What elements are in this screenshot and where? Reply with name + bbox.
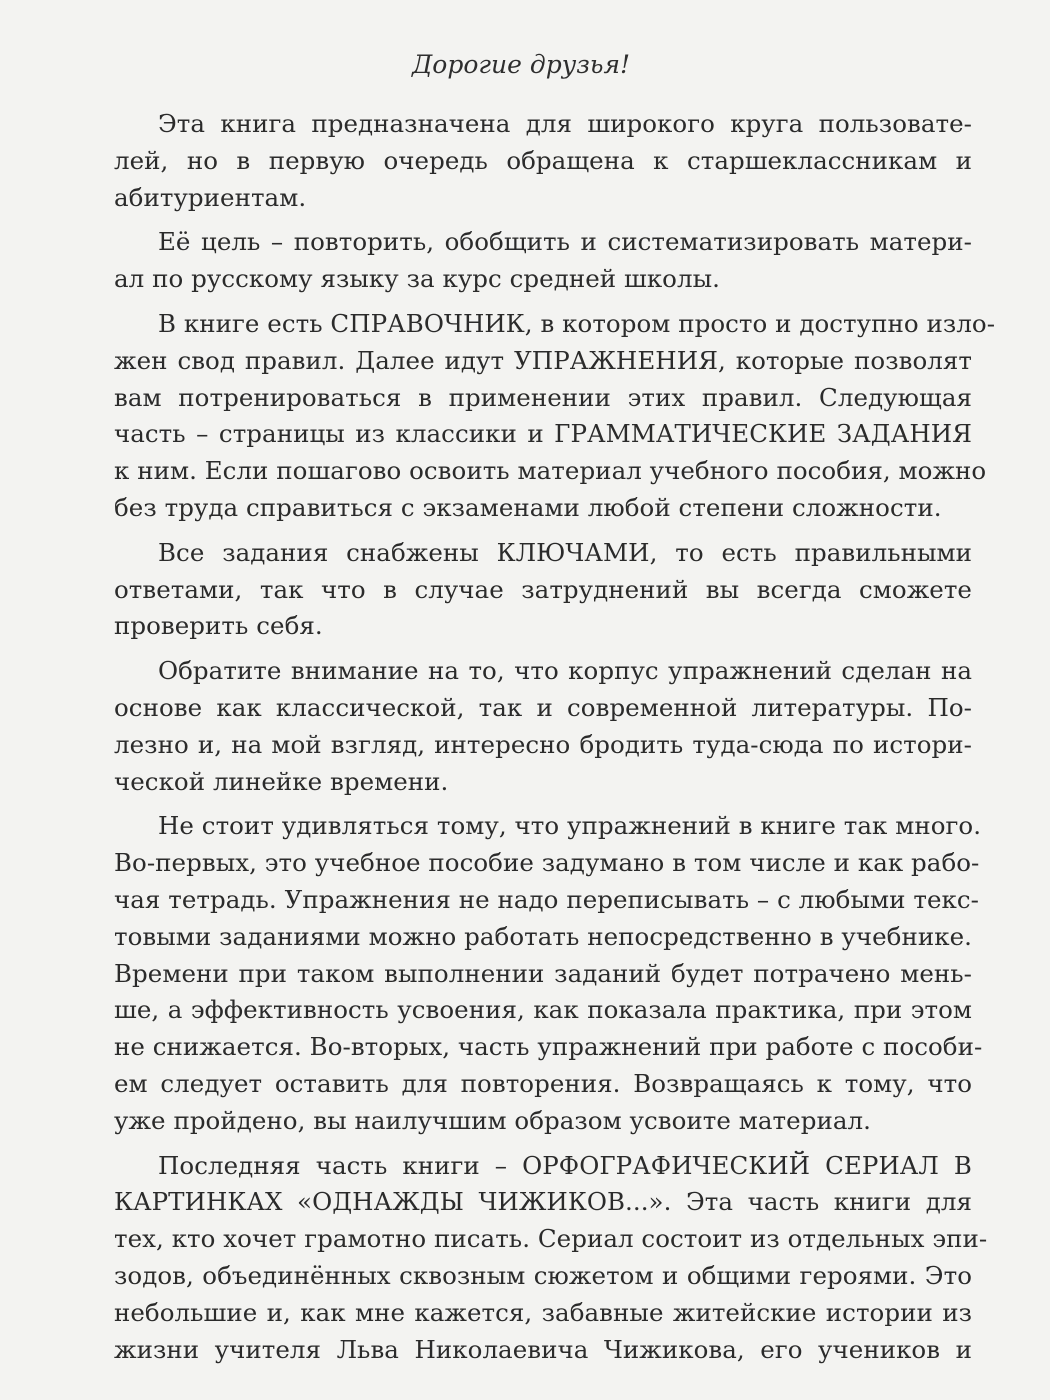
text-line: жен свод правил. Далее идут УПРАЖНЕНИЯ, которые позволят: [114, 345, 972, 375]
text-line: вам потренироваться в применении этих правил. Следующая: [114, 382, 972, 412]
text-line: ческой линейке времени.: [114, 766, 449, 796]
text-line: лезно и, на мой взгляд, интересно бродить туда-сюда по истори-: [114, 729, 972, 759]
text-line: часть – страницы из классики и ГРАММАТИЧЕСКИЕ ЗАДАНИЯ: [114, 419, 972, 449]
text-line: основе как классической, так и современной литературы. По-: [114, 692, 972, 722]
text-line: не снижается. Во-вторых, часть упражнений при работе с пособи-: [114, 1032, 983, 1062]
text-line: проверить себя.: [114, 611, 323, 641]
text-line: КАРТИНКАХ «ОДНАЖДЫ ЧИЖИКОВ...». Эта часть книги для: [114, 1187, 972, 1217]
paragraph-serial: [70, 1148, 988, 1369]
text-line: чая тетрадь. Упражнения не надо переписывать – с любыми текс-: [114, 884, 979, 914]
text-line: В книге есть СПРАВОЧНИК, в котором просто и доступно изло-: [158, 308, 996, 338]
text-line: уже пройдено, вы наилучшим образом усвоите материал.: [114, 1105, 871, 1135]
text-line: жизни учителя Льва Николаевича Чижикова, его учеников и: [114, 1334, 972, 1364]
text-line: ше, а эффективность усвоения, как показала практика, при этом: [114, 995, 972, 1025]
text-line: Не стоит удивляться тому, что упражнений в книге так много.: [158, 811, 982, 841]
text-line: Все задания снабжены КЛЮЧАМИ, то есть правильными: [158, 537, 972, 567]
paragraph-intro: [70, 106, 972, 216]
text-line: Эта книга предназначена для широкого круга пользовате-: [158, 109, 972, 138]
page-heading: Дорогие друзья!: [411, 50, 631, 79]
paragraph-structure: [70, 306, 996, 527]
text-line: абитуриентам.: [114, 182, 307, 212]
text-line: Её цель – повторить, обобщить и систематизировать матери-: [158, 227, 972, 257]
paragraph-keys: [70, 535, 972, 645]
text-line: Последняя часть книги – ОРФОГРАФИЧЕСКИЙ СЕРИАЛ В: [158, 1150, 972, 1180]
text-line: Обратите внимание на то, что корпус упражнений сделан на: [158, 656, 972, 686]
text-line: ем следует оставить для повторения. Возвращаясь к тому, что: [114, 1068, 972, 1098]
paragraph-exercises: [70, 808, 983, 1139]
text-line: Во-первых, это учебное пособие задумано в том числе и как рабо-: [114, 848, 980, 878]
paragraph-literature: [70, 653, 972, 800]
text-line: ал по русскому языку за курс средней школы.: [114, 264, 720, 294]
text-line: Времени при таком выполнении заданий будет потрачено мень-: [114, 958, 972, 988]
text-line: к ним. Если пошагово освоить материал учебного пособия, можно: [114, 456, 987, 486]
text-line: тех, кто хочет грамотно писать. Сериал состоит из отдельных эпи-: [114, 1224, 988, 1254]
text-line: небольшие и, как мне кажется, забавные житейские истории из: [114, 1297, 972, 1327]
text-line: товыми заданиями можно работать непосредственно в учебнике.: [114, 921, 972, 951]
text-line: зодов, объединённых сквозным сюжетом и общими героями. Это: [114, 1260, 972, 1290]
text-line: лей, но в первую очередь обращена к старшеклассникам и: [114, 145, 972, 175]
paragraph-goal: [70, 224, 972, 298]
text-line: без труда справиться с экзаменами любой степени сложности.: [114, 492, 942, 522]
text-line: ответами, так что в случае затруднений вы всегда сможете: [114, 574, 972, 604]
